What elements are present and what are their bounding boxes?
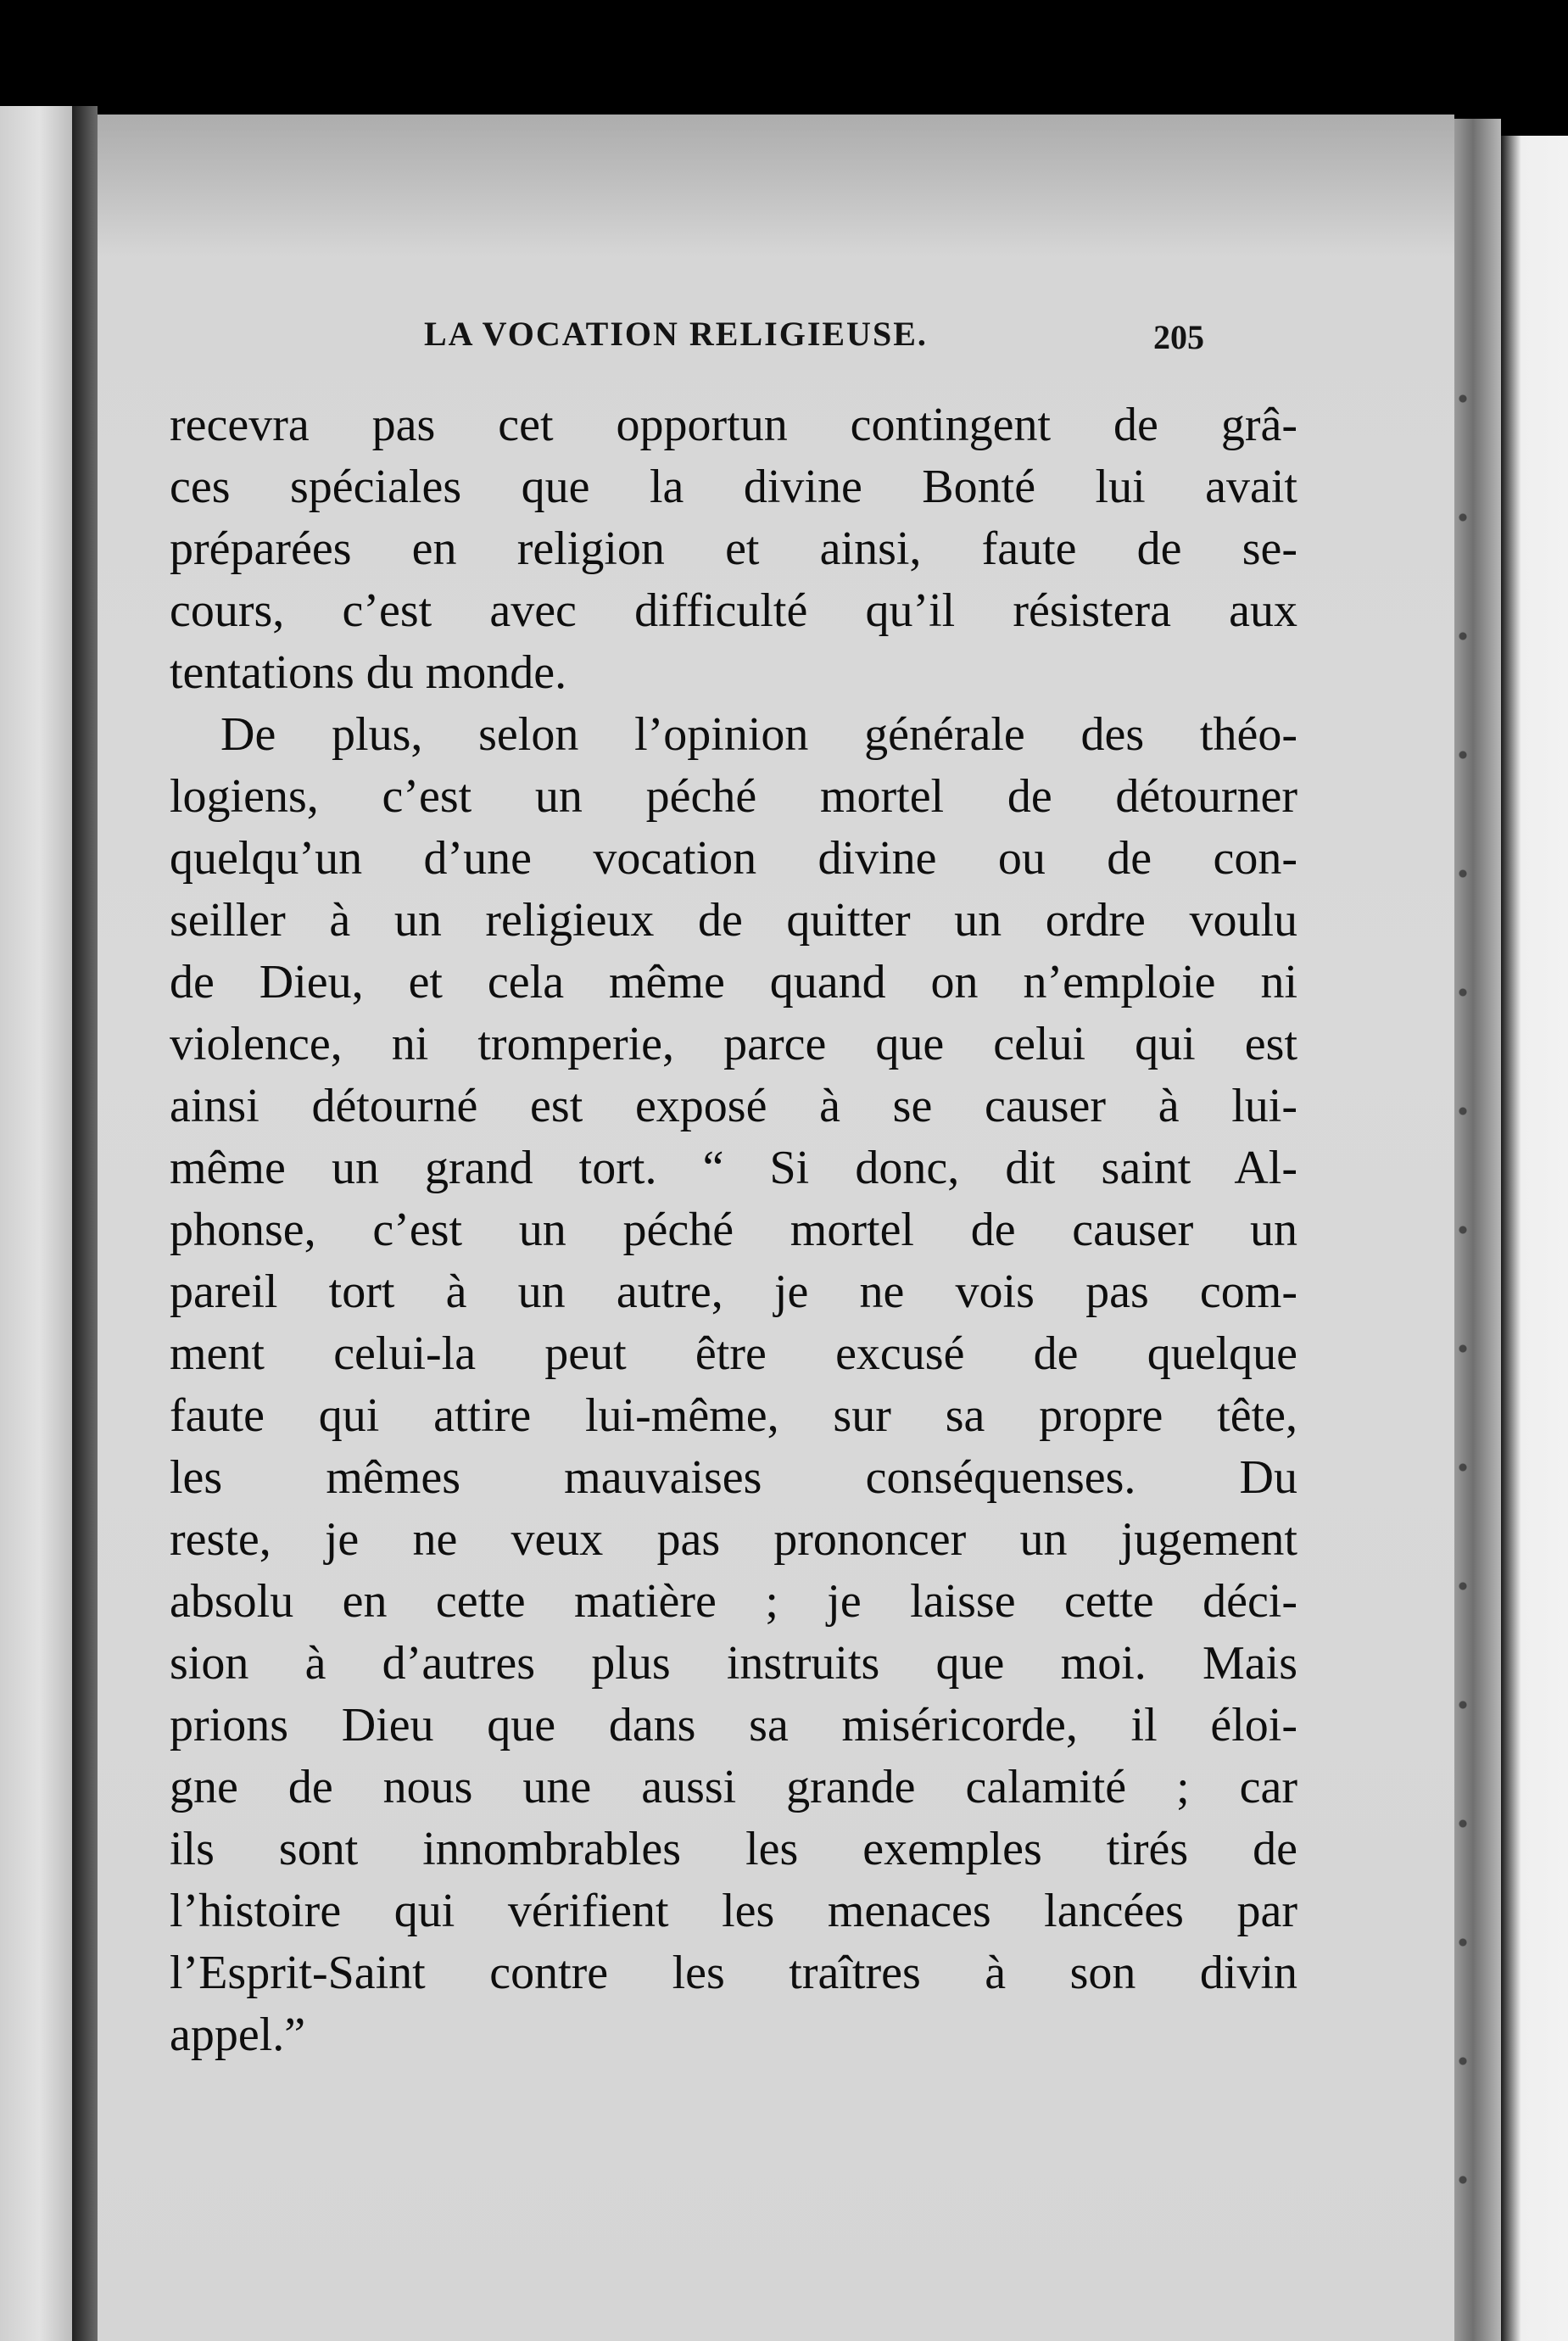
text-line: recevra pas cet opportun contingent de grâ-	[170, 399, 1297, 451]
text-line: de Dieu, et cela même quand on n’emploie ni	[170, 956, 1297, 1008]
text-line: pareil tort à un autre, je ne vois pas com-	[170, 1265, 1297, 1318]
text-line: ment celui-la peut être excusé de quelque	[170, 1327, 1297, 1380]
scan-margin-strip	[1501, 136, 1568, 2341]
page-top-shading	[98, 115, 1454, 259]
facing-page-edge	[0, 106, 72, 2341]
text-line: ils sont innombrables les exemples tirés de	[170, 1823, 1297, 1875]
body-text	[170, 394, 1297, 2066]
text-line: l’Esprit-Saint contre les traîtres à son divin	[170, 1947, 1297, 1999]
book-page	[98, 115, 1454, 2341]
text-line: ces spéciales que la divine Bonté lui avait	[170, 461, 1297, 513]
text-line: faute qui attire lui-même, sur sa propre tête,	[170, 1389, 1297, 1442]
text-line: De plus, selon l’opinion générale des théo-	[220, 708, 1297, 761]
text-line: phonse, c’est un péché mortel de causer un	[170, 1204, 1297, 1256]
text-line: préparées en religion et ainsi, faute de se-	[170, 522, 1297, 575]
text-line: cours, c’est avec difficulté qu’il résistera aux	[170, 584, 1297, 637]
text-line: reste, je ne veux pas prononcer un jugement	[170, 1513, 1297, 1566]
text-line: logiens, c’est un péché mortel de détourner	[170, 770, 1297, 823]
text-line: les mêmes mauvaises conséquenses. Du	[170, 1451, 1297, 1504]
text-line: violence, ni tromperie, parce que celui qui est	[170, 1018, 1297, 1070]
running-title: LA VOCATION RELIGIEUSE.	[424, 315, 928, 353]
text-line: gne de nous une aussi grande calamité ; car	[170, 1761, 1297, 1813]
text-line: sion à d’autres plus instruits que moi. Mais	[170, 1637, 1297, 1690]
page-number: 205	[1153, 318, 1204, 356]
running-head	[98, 314, 1454, 373]
text-line: ainsi détourné est exposé à se causer à lui-	[170, 1080, 1297, 1132]
page-edge-specks	[1446, 339, 1480, 2290]
text-line: tentations du monde.	[170, 646, 567, 699]
text-line: appel.”	[170, 2009, 306, 2061]
text-line: quelqu’un d’une vocation divine ou de con-	[170, 832, 1297, 885]
text-line: prions Dieu que dans sa miséricorde, il éloi-	[170, 1699, 1297, 1752]
text-line: même un grand tort. “ Si donc, dit saint Al-	[170, 1142, 1297, 1194]
text-line: l’histoire qui vérifient les menaces lancées par	[170, 1885, 1297, 1937]
gutter-shadow	[72, 106, 98, 2341]
text-line: seiller à un religieux de quitter un ordre voulu	[170, 894, 1297, 947]
text-line: absolu en cette matière ; je laisse cette déci-	[170, 1575, 1297, 1628]
